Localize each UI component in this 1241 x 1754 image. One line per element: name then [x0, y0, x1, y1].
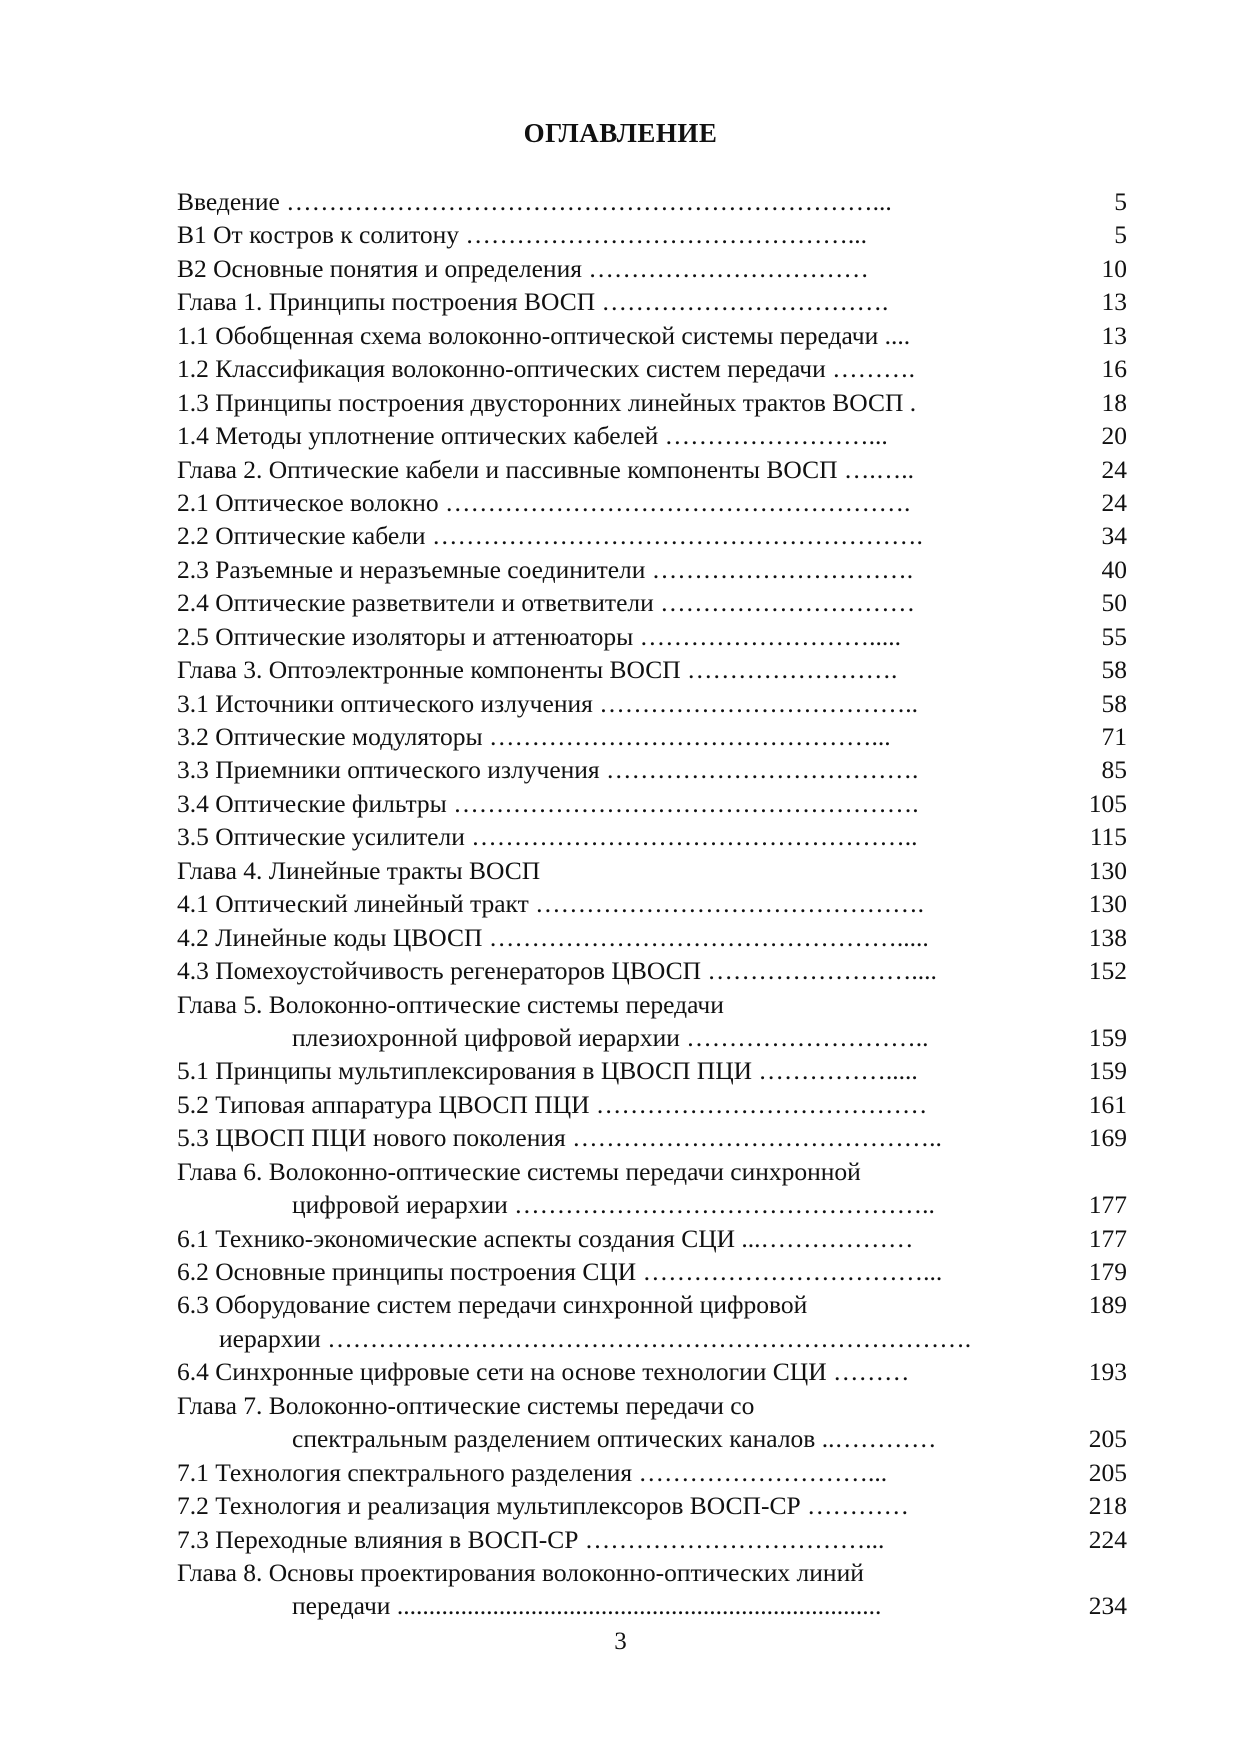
toc-entry	[177, 1389, 1127, 1422]
toc-entry-title: плезиохронной цифровой иерархии ………………………..	[292, 1022, 929, 1052]
toc-entry-title: Глава 7. Волоконно-оптические системы передачи со	[177, 1390, 755, 1420]
toc-entry	[177, 687, 1127, 720]
toc-entry-title: 4.3 Помехоустойчивость регенераторов ЦВОСП ……………………....	[177, 956, 937, 986]
toc-entry-title: 5.3 ЦВОСП ПЦИ нового поколения ……………………………………..	[177, 1123, 942, 1153]
toc-entry-title: 1.4 Методы уплотнение оптических кабелей ……………………...	[177, 421, 888, 451]
toc-entry	[177, 1322, 1127, 1355]
toc-entry	[177, 218, 1127, 251]
toc-entry	[177, 319, 1127, 352]
toc-entry-page: 55	[1101, 621, 1127, 651]
toc-entry-page: 130	[1088, 855, 1127, 885]
toc-entry-page: 218	[1088, 1491, 1127, 1521]
toc-entry	[177, 988, 1127, 1021]
toc-entry-page: 179	[1088, 1257, 1127, 1286]
toc-entry-title: спектральным разделением оптических каналов ..…………	[292, 1424, 937, 1454]
toc-entry	[177, 486, 1127, 519]
toc-entry-title: 6.2 Основные принципы построения СЦИ ……………………………...	[177, 1257, 943, 1286]
toc-entry	[177, 252, 1127, 285]
toc-entry	[177, 185, 1127, 218]
toc-entry-page: 13	[1101, 287, 1127, 317]
toc-entry-title: В1 От костров к солитону ………………………………………...	[177, 220, 868, 250]
toc-entry-title: 7.2 Технология и реализация мультиплексоров ВОСП-СР …………	[177, 1491, 910, 1521]
toc-entry-page: 85	[1101, 755, 1127, 785]
toc-entry-title: 6.3 Оборудование систем передачи синхронной цифровой	[177, 1290, 808, 1320]
toc-entry	[177, 1255, 1127, 1288]
toc-entry-page: 177	[1088, 1223, 1127, 1253]
toc-entry-title: 4.2 Линейные коды ЦВОСП ………………………………………….....	[177, 922, 929, 952]
toc-entry	[177, 1355, 1127, 1388]
toc-entry-page: 205	[1088, 1457, 1127, 1487]
toc-entry	[177, 1121, 1127, 1154]
toc-entry	[177, 586, 1127, 619]
toc-entry	[177, 820, 1127, 853]
toc-entry-title: 7.3 Переходные влияния в ВОСП-СР ……………………………...	[177, 1524, 885, 1554]
toc-entry-title: передачи ............................................................................	[292, 1591, 882, 1621]
toc-entry-title: Глава 3. Оптоэлектронные компоненты ВОСП …………………….	[177, 655, 898, 685]
toc-entry-title: В2 Основные понятия и определения ……………………………	[177, 253, 869, 283]
toc-entry-title: Глава 6. Волоконно-оптические системы передачи синхронной	[177, 1156, 861, 1186]
toc-entry-title: 2.5 Оптические изоляторы и аттенюаторы ……………………….....	[177, 621, 902, 651]
toc-entry-title: Глава 5. Волоконно-оптические системы передачи	[177, 989, 724, 1019]
toc-entry	[177, 921, 1127, 954]
toc-entry-title: 2.3 Разъемные и неразъемные соединители ………………………….	[177, 554, 914, 584]
toc-entry-title: 3.4 Оптические фильтры ……………………………………………….	[177, 788, 919, 818]
toc-entry-page: 58	[1101, 655, 1127, 685]
toc-entry-page: 50	[1101, 588, 1127, 618]
toc-entry-title: Глава 8. Основы проектирования волоконно-оптических линий	[177, 1557, 864, 1587]
toc-entry-page: 24	[1101, 454, 1127, 484]
toc-entry-page: 159	[1088, 1022, 1127, 1052]
page-number: 3	[614, 1628, 627, 1655]
toc-entry-title: 6.4 Синхронные цифровые сети на основе технологии СЦИ ………	[177, 1357, 910, 1387]
toc-entry	[177, 1155, 1127, 1188]
toc-entry	[177, 352, 1127, 385]
toc-entry-page: 5	[1114, 187, 1127, 216]
toc-entry	[177, 753, 1127, 786]
toc-entry-page: 18	[1101, 387, 1127, 417]
toc-entry-title: 3.1 Источники оптического излучения ………………………………..	[177, 688, 918, 718]
toc-entry-title: 5.1 Принципы мультиплексирования в ЦВОСП ПЦИ …………….....	[177, 1056, 918, 1086]
toc-entry	[177, 1222, 1127, 1255]
toc-entry	[177, 854, 1127, 887]
toc-entry-title: 1.1 Обобщенная схема волоконно-оптической системы передачи ....	[177, 320, 911, 350]
toc-entry	[177, 553, 1127, 586]
toc-entry-title: 6.1 Технико-экономические аспекты создания СЦИ ...………………	[177, 1223, 914, 1253]
toc-entry-page: 152	[1088, 956, 1127, 986]
toc-entry	[177, 1288, 1127, 1321]
toc-entry-title: 1.3 Принципы построения двусторонних линейных трактов ВОСП .	[177, 387, 917, 417]
toc-entry	[177, 1188, 1127, 1221]
toc-entry-title: 7.1 Технология спектрального разделения ………………………...	[177, 1457, 888, 1487]
toc-entry-title: 1.2 Классификация волоконно-оптических систем передачи ……….	[177, 354, 915, 384]
toc-entry	[177, 1489, 1127, 1522]
toc-entry-page: 105	[1088, 788, 1127, 818]
toc-entry-page: 224	[1088, 1524, 1127, 1554]
toc-entry-title: 3.3 Приемники оптического излучения ……………………………….	[177, 755, 919, 785]
toc-entry-title: иерархии ………………………………………………………………….	[219, 1323, 972, 1353]
toc-entry-page: 13	[1101, 320, 1127, 350]
toc-entry-title: Глава 2. Оптические кабели и пассивные компоненты ВОСП ….…..	[177, 454, 915, 484]
toc-entry	[177, 519, 1127, 552]
toc-entry-title: 4.1 Оптический линейный тракт ……………………………………….	[177, 889, 925, 919]
toc-entry-page: 71	[1101, 722, 1127, 751]
toc-entry-title: 3.5 Оптические усилители ……………………………………………..	[177, 822, 918, 852]
toc-entry	[177, 453, 1127, 486]
toc-entry	[177, 386, 1127, 419]
table-of-contents	[177, 185, 1127, 1623]
toc-entry-title: Глава 4. Линейные тракты ВОСП	[177, 855, 541, 885]
toc-entry-page: 205	[1088, 1424, 1127, 1454]
toc-entry-page: 138	[1088, 922, 1127, 952]
toc-entry-page: 40	[1101, 554, 1127, 584]
toc-entry-page: 189	[1088, 1290, 1127, 1320]
toc-entry-page: 16	[1101, 354, 1127, 384]
toc-entry	[177, 419, 1127, 452]
toc-entry-page: 234	[1088, 1591, 1127, 1621]
toc-entry-page: 34	[1101, 521, 1127, 551]
toc-entry-title: 2.1 Оптическое волокно ……………………………………………….	[177, 487, 911, 517]
toc-entry-title: цифровой иерархии …………………………………………..	[292, 1190, 935, 1220]
toc-entry-title: 2.4 Оптические разветвители и ответвители …………………………	[177, 588, 916, 618]
toc-entry-page: 20	[1101, 421, 1127, 451]
toc-entry-page: 177	[1088, 1190, 1127, 1220]
toc-entry-page: 5	[1114, 220, 1127, 250]
toc-entry	[177, 1589, 1127, 1622]
toc-entry-title: Глава 1. Принципы построения ВОСП …………………………….	[177, 287, 889, 317]
toc-entry-page: 58	[1101, 688, 1127, 718]
toc-entry	[177, 720, 1127, 753]
toc-entry	[177, 1054, 1127, 1087]
page-title: ОГЛАВЛЕНИЕ	[523, 118, 718, 148]
toc-entry	[177, 1556, 1127, 1589]
toc-entry-page: 159	[1088, 1056, 1127, 1086]
toc-entry	[177, 620, 1127, 653]
toc-entry	[177, 887, 1127, 920]
toc-entry-title: 2.2 Оптические кабели ………………………………………………….	[177, 521, 923, 551]
toc-entry-title: Введение ……………………………………………………………...	[177, 187, 892, 216]
toc-entry-page: 115	[1089, 822, 1127, 852]
toc-entry	[177, 1021, 1127, 1054]
toc-entry-page: 24	[1101, 487, 1127, 517]
toc-entry	[177, 653, 1127, 686]
toc-entry	[177, 1523, 1127, 1556]
toc-entry-page: 161	[1088, 1089, 1127, 1119]
toc-entry-page: 130	[1088, 889, 1127, 919]
toc-entry-page: 10	[1101, 253, 1127, 283]
toc-entry-title: 3.2 Оптические модуляторы ………………………………………...	[177, 722, 891, 751]
toc-entry	[177, 787, 1127, 820]
toc-entry	[177, 954, 1127, 987]
toc-entry	[177, 1088, 1127, 1121]
toc-entry	[177, 1456, 1127, 1489]
toc-entry-page: 193	[1088, 1357, 1127, 1387]
toc-entry	[177, 285, 1127, 318]
toc-entry	[177, 1422, 1127, 1455]
toc-entry-title: 5.2 Типовая аппаратура ЦВОСП ПЦИ …………………………………	[177, 1089, 928, 1119]
toc-entry-page: 169	[1088, 1123, 1127, 1153]
